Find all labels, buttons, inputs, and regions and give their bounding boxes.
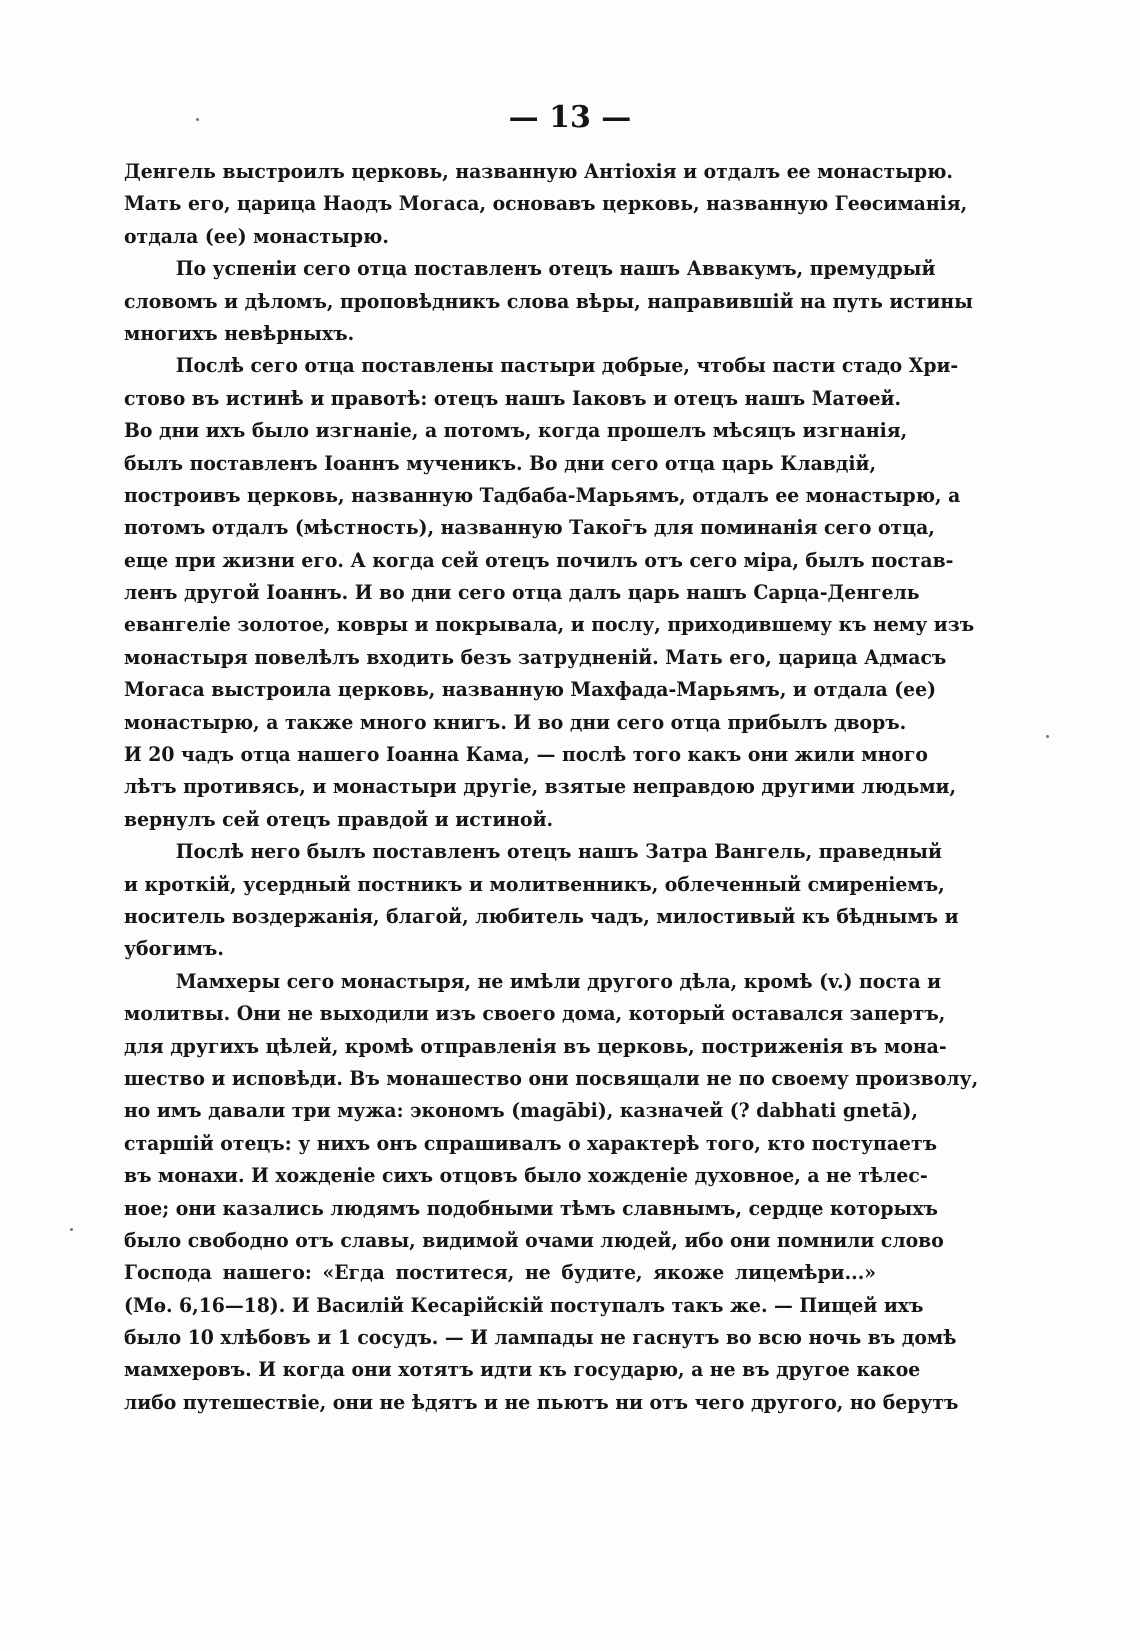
text-line: вернулъ сей отецъ правдой и истиной. <box>124 806 554 831</box>
text-line: Господа нашего: «Егда поститеся, не будите, якоже лицемѣри...» <box>124 1260 876 1285</box>
text-line: въ монахи. И хожденіе сихъ отцовъ было хожденіе духовное, а не тѣлес- <box>124 1163 928 1188</box>
text-line: стово въ истинѣ и правотѣ: отецъ нашъ Іаковъ и отецъ нашъ Матѳей. <box>124 385 902 410</box>
text-line: отдала (ее) монастырю. <box>124 223 389 248</box>
text-line: Послѣ сего отца поставлены пастыри добрые, чтобы пасти стадо Хри- <box>175 353 959 378</box>
text-line: ное; они казались людямъ подобными тѣмъ славнымъ, сердце которыхъ <box>124 1195 938 1220</box>
paragraph <box>124 965 979 1418</box>
text-line: мамхеровъ. И когда они хотятъ идти къ государю, а не въ другое какое <box>124 1357 921 1382</box>
text-line: монастыря повелѣлъ входить безъ затрудненій. Мать его, царица Адмасъ <box>124 644 947 669</box>
text-line: но имъ давали три мужа: экономъ (magābi), казначей (? dabhati gnetā), <box>124 1098 918 1123</box>
text-line: и кроткій, усердный постникъ и молитвенникъ, облеченный смиреніемъ, <box>124 871 945 896</box>
text-line: старшій отецъ: у нихъ онъ спрашивалъ о характерѣ того, кто поступаетъ <box>124 1130 938 1155</box>
text-line: многихъ невѣрныхъ. <box>124 320 355 345</box>
text-line: либо путешествіе, они не ѣдятъ и не пьютъ ни отъ чего другого, но берутъ <box>124 1389 959 1414</box>
text-line: для другихъ цѣлей, кромѣ отправленія въ церковь, постриженія въ мона- <box>124 1033 947 1058</box>
text-line: убогимъ. <box>124 936 224 961</box>
text-line: Мамхеры сего монастыря, не имѣли другого дѣла, кромѣ (v.) поста и <box>175 968 942 993</box>
text-line: По успеніи сего отца поставленъ отецъ нашъ Аввакумъ, премудрый <box>175 256 936 281</box>
text-line: И 20 чадъ отца нашего Іоанна Кама, — послѣ того какъ они жили много <box>124 742 928 767</box>
text-line: потомъ отдалъ (мѣстность), названную Таког̄ъ для поминанія сего отца, <box>124 515 935 540</box>
paper-speck <box>1046 735 1049 738</box>
paragraph <box>124 155 968 252</box>
paragraph <box>124 835 959 965</box>
paragraph <box>124 349 975 835</box>
text-line: шество и исповѣди. Въ монашество они посвящали не по своему произволу, <box>124 1065 979 1090</box>
text-line: было 10 хлѣбовъ и 1 сосудъ. — И лампады не гаснутъ во всю ночь въ домѣ <box>124 1325 957 1350</box>
text-line: Послѣ него былъ поставленъ отецъ нашъ Затра Вангель, праведный <box>175 839 942 864</box>
text-line: лѣтъ противясь, и монастыри другіе, взятые неправдою другими людьми, <box>124 774 957 799</box>
text-line: Мать его, царица Наодъ Могаса, основавъ церковь, названную Геѳсиманія, <box>124 191 968 216</box>
text-line: ленъ другой Іоаннъ. И во дни сего отца далъ царь нашъ Сарца-Денгель <box>124 580 920 605</box>
text-line: былъ поставленъ Іоаннъ мученикъ. Во дни сего отца царь Клавдій, <box>124 450 876 475</box>
text-line: словомъ и дѣломъ, проповѣдникъ слова вѣры, направившій на путь истины <box>124 288 973 313</box>
text-line: Могаса выстроила церковь, названную Махфада-Марьямъ, и отдала (ее) <box>124 677 936 702</box>
text-line: (Мѳ. 6,16—18). И Василій Кесарійскій поступалъ такъ же. — Пищей ихъ <box>124 1292 924 1317</box>
text-line: построивъ церковь, названную Тадбаба-Марьямъ, отдалъ ее монастырю, а <box>124 482 961 507</box>
text-line: Денгель выстроилъ церковь, названную Антіохія и отдалъ ее монастырю. <box>124 159 953 183</box>
paragraph <box>124 252 973 349</box>
paper-speck <box>70 1228 73 1231</box>
text-line: было свободно отъ славы, видимой очами людей, ибо они помнили слово <box>124 1227 944 1252</box>
text-line: евангеліе золотое, ковры и покрывала, и послу, приходившему къ нему изъ <box>124 612 975 637</box>
page-number: — 13 — <box>508 100 632 135</box>
text-line: еще при жизни его. А когда сей отецъ почилъ отъ сего міра, былъ постав- <box>124 547 954 572</box>
body-text <box>124 155 979 1418</box>
text-line: Во дни ихъ было изгнаніе, а потомъ, когда прошелъ мѣсяцъ изгнанія, <box>124 418 908 443</box>
text-line: молитвы. Они не выходили изъ своего дома, который оставался запертъ, <box>124 1001 946 1026</box>
text-line: носитель воздержанія, благой, любитель чадъ, милостивый къ бѣднымъ и <box>124 903 959 928</box>
text-line: монастырю, а также много книгъ. И во дни сего отца прибылъ дворъ. <box>124 709 907 734</box>
